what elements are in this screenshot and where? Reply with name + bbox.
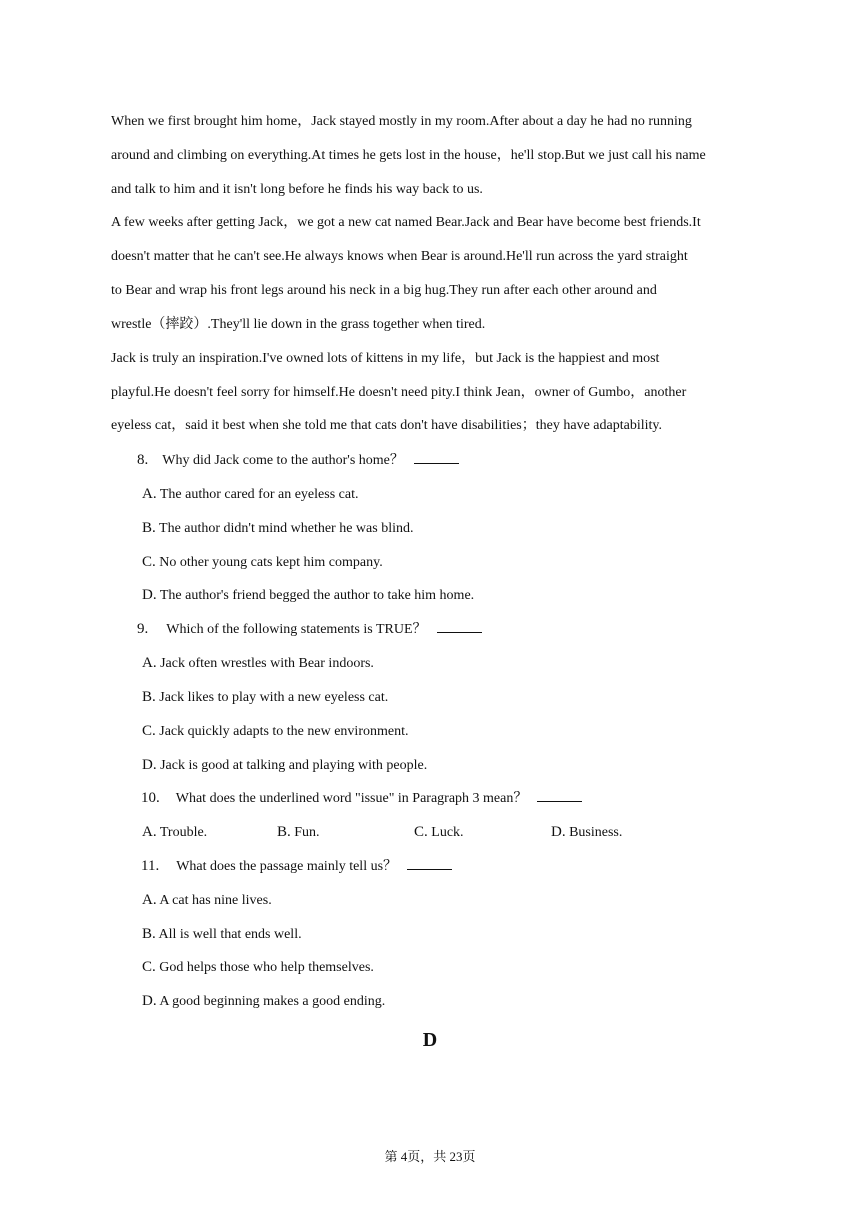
passage-line: and talk to him and it isn't long before he finds his way back to us.: [111, 182, 483, 197]
question-number: 9.: [137, 621, 149, 637]
option-11a[interactable]: A. A cat has nine lives.: [142, 892, 272, 908]
option-9b[interactable]: B. Jack likes to play with a new eyeless cat.: [142, 689, 389, 705]
question-text: Why did Jack come to the author's home？: [162, 453, 404, 468]
option-10b[interactable]: B. Fun.: [277, 824, 320, 840]
passage-line: When we first brought him home，Jack stayed mostly in my room.After about a day he had no running: [111, 114, 692, 129]
question-9: [137, 620, 482, 639]
question-8: [137, 451, 459, 470]
option-9a[interactable]: A. Jack often wrestles with Bear indoors.: [142, 655, 374, 671]
passage-line: wrestle（摔跤）.They'll lie down in the grass together when tired.: [111, 317, 486, 332]
option-10a[interactable]: A. Trouble.: [142, 824, 208, 840]
option-8b[interactable]: B. The author didn't mind whether he was blind.: [142, 520, 414, 536]
option-11c[interactable]: C. God helps those who help themselves.: [142, 959, 374, 975]
passage-line: A few weeks after getting Jack，we got a new cat named Bear.Jack and Bear have become best friends.It: [111, 215, 701, 230]
passage-line: playful.He doesn't feel sorry for himself.He doesn't need pity.I think Jean，owner of Gumbo，another: [111, 385, 687, 400]
question-number: 8.: [137, 452, 149, 468]
option-11b[interactable]: B. All is well that ends well.: [142, 926, 302, 942]
option-9c[interactable]: C. Jack quickly adapts to the new environment.: [142, 723, 409, 739]
answer-blank[interactable]: [414, 451, 459, 464]
question-text: Which of the following statements is TRUE？: [166, 622, 427, 637]
passage-line: around and climbing on everything.At times he gets lost in the house，he'll stop.But we just call his name: [111, 148, 706, 163]
question-text: What does the underlined word "issue" in Paragraph 3 mean？: [175, 791, 528, 806]
question-number: 11.: [141, 858, 160, 874]
passage-line: to Bear and wrap his front legs around his neck in a big hug.They run after each other around and: [111, 283, 657, 298]
passage-line: eyeless cat，said it best when she told me that cats don't have disabilities；they have adaptability.: [111, 418, 662, 433]
section-heading: D: [422, 1029, 438, 1051]
answer-blank[interactable]: [537, 789, 582, 802]
page-footer: 第 4页，共 23页: [384, 1149, 476, 1164]
question-10: [141, 789, 582, 808]
option-10c[interactable]: C. Luck.: [414, 824, 464, 840]
option-8c[interactable]: C. No other young cats kept him company.: [142, 554, 383, 570]
question-number: 10.: [141, 790, 160, 806]
option-8a[interactable]: A. The author cared for an eyeless cat.: [142, 486, 359, 502]
answer-blank[interactable]: [437, 620, 482, 633]
passage-line: Jack is truly an inspiration.I've owned lots of kittens in my life，but Jack is the happiest and most: [111, 351, 660, 366]
option-11d[interactable]: D. A good beginning makes a good ending.: [142, 993, 386, 1009]
passage-line: doesn't matter that he can't see.He always knows when Bear is around.He'll run across the yard straight: [111, 249, 688, 264]
option-8d[interactable]: D. The author's friend begged the author to take him home.: [142, 587, 475, 603]
answer-blank[interactable]: [407, 857, 452, 870]
option-10d[interactable]: D. Business.: [551, 824, 623, 840]
question-11: [141, 857, 452, 876]
option-9d[interactable]: D. Jack is good at talking and playing with people.: [142, 757, 428, 773]
question-text: What does the passage mainly tell us？: [176, 859, 398, 874]
